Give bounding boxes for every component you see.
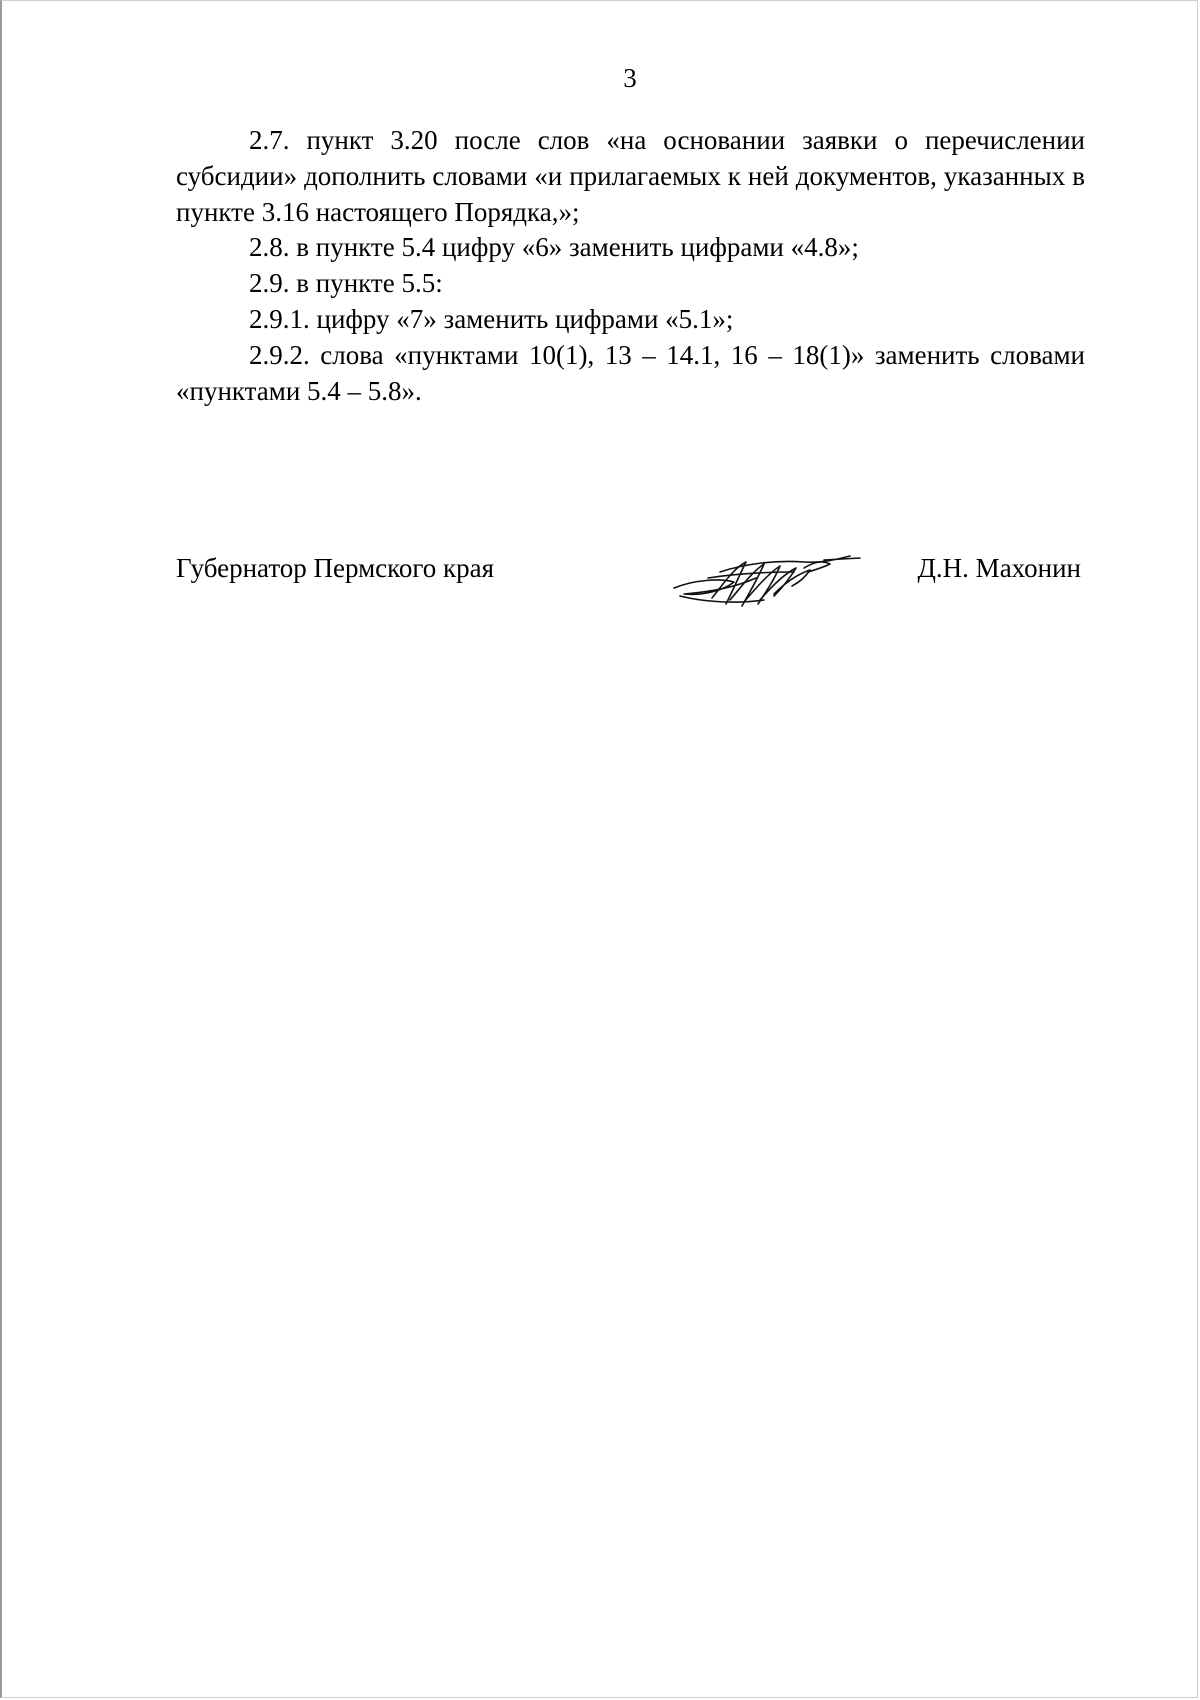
signer-name: Д.Н. Махонин xyxy=(917,553,1081,583)
handwritten-signature xyxy=(664,538,864,618)
amendment-paragraph: 2.7. пункт 3.20 после слов «на основании заявки о перечислении субсидии» дополнить словами «и прилагаемых к ней документов, указанных в пункте 3.16 настоящего Порядка,»; xyxy=(176,125,1085,227)
document-body xyxy=(176,123,1085,409)
page-number: 3 xyxy=(623,63,637,93)
signature-block xyxy=(176,550,1081,620)
amendment-paragraph: 2.9.1. цифру «7» заменить цифрами «5.1»; xyxy=(249,303,734,334)
amendment-paragraph: 2.9.2. слова «пунктами 10(1), 13 – 14.1, 16 – 18(1)» заменить словами «пунктами 5.4 – 5.8». xyxy=(176,339,1085,406)
amendment-paragraph: 2.8. в пункте 5.4 цифру «6» заменить цифрами «4.8»; xyxy=(249,232,859,263)
signer-title: Губернатор Пермского края xyxy=(176,553,495,583)
amendment-paragraph: 2.9. в пункте 5.5: xyxy=(249,268,443,299)
